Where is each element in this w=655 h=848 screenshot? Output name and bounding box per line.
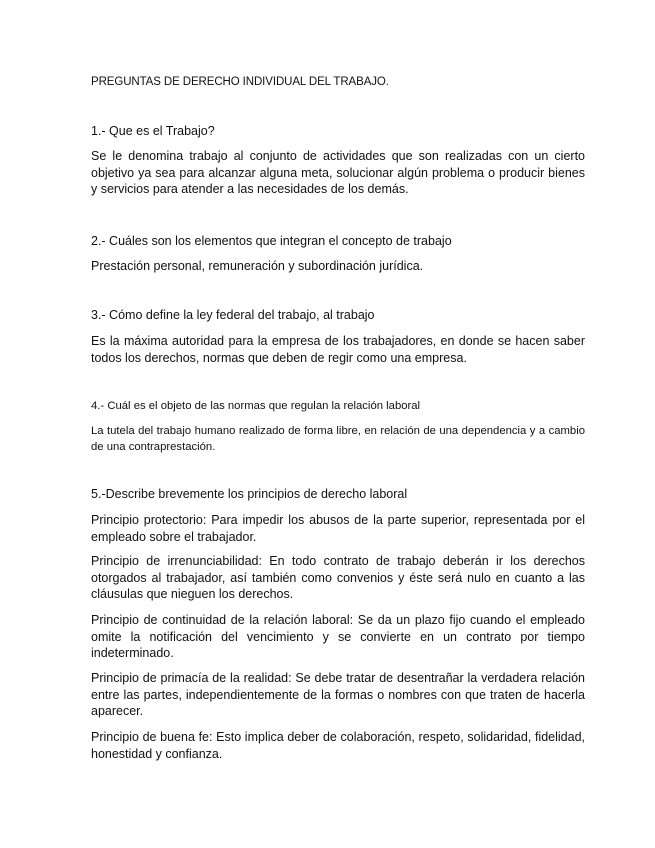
question-2: 2.- Cuáles son los elementos que integran el concepto de trabajo	[91, 234, 452, 248]
question-3: 3.- Cómo define la ley federal del trabajo, al trabajo	[91, 308, 375, 322]
answer-2: Prestación personal, remuneración y subordinación jurídica.	[91, 259, 424, 273]
principle-protectorio: Principio protectorio: Para impedir los abusos de la parte superior, representada por el empleado sobre el trabajador.	[91, 513, 585, 544]
principle-buena-fe: Principio de buena fe: Esto implica deber de colaboración, respeto, solidaridad, fidelidad, honestidad y confianza.	[91, 730, 585, 761]
document-title: PREGUNTAS DE DERECHO INDIVIDUAL DEL TRABAJO.	[91, 76, 389, 88]
answer-4: La tutela del trabajo humano realizado de forma libre, en relación de una dependencia y a cambio de una contraprestación.	[91, 425, 585, 453]
question-4: 4.- Cuál es el objeto de las normas que regulan la relación laboral	[91, 400, 421, 412]
principle-continuidad: Principio de continuidad de la relación laboral: Se da un plazo fijo cuando el empleado omite la notificación del vencimiento y se convierte en un contrato por tiempo indeterminado.	[91, 613, 585, 660]
answer-3: Es la máxima autoridad para la empresa de los trabajadores, en donde se hacen saber todos los derechos, normas que deben de regir como una empresa.	[91, 334, 585, 365]
question-1: 1.- Que es el Trabajo?	[91, 124, 215, 138]
question-5: 5.-Describe brevemente los principios de derecho laboral	[91, 487, 408, 501]
answer-1: Se le denomina trabajo al conjunto de actividades que son realizadas con un cierto objetivo ya sea para alcanzar alguna meta, solucionar algún problema o producir bienes y servicios para atender a las necesidades de los demás.	[91, 149, 585, 196]
principle-irrenunciabilidad: Principio de irrenunciabilidad: En todo contrato de trabajo deberán ir los derechos otorgados al trabajador, así también como convenios y éste será nulo en cuanto a las cláusulas que nieguen los derechos.	[91, 554, 585, 601]
principle-primacia-realidad: Principio de primacía de la realidad: Se debe tratar de desentrañar la verdadera relación entre las partes, independientemente de la formas o nombres con que traten de hacerla aparecer.	[91, 671, 585, 718]
